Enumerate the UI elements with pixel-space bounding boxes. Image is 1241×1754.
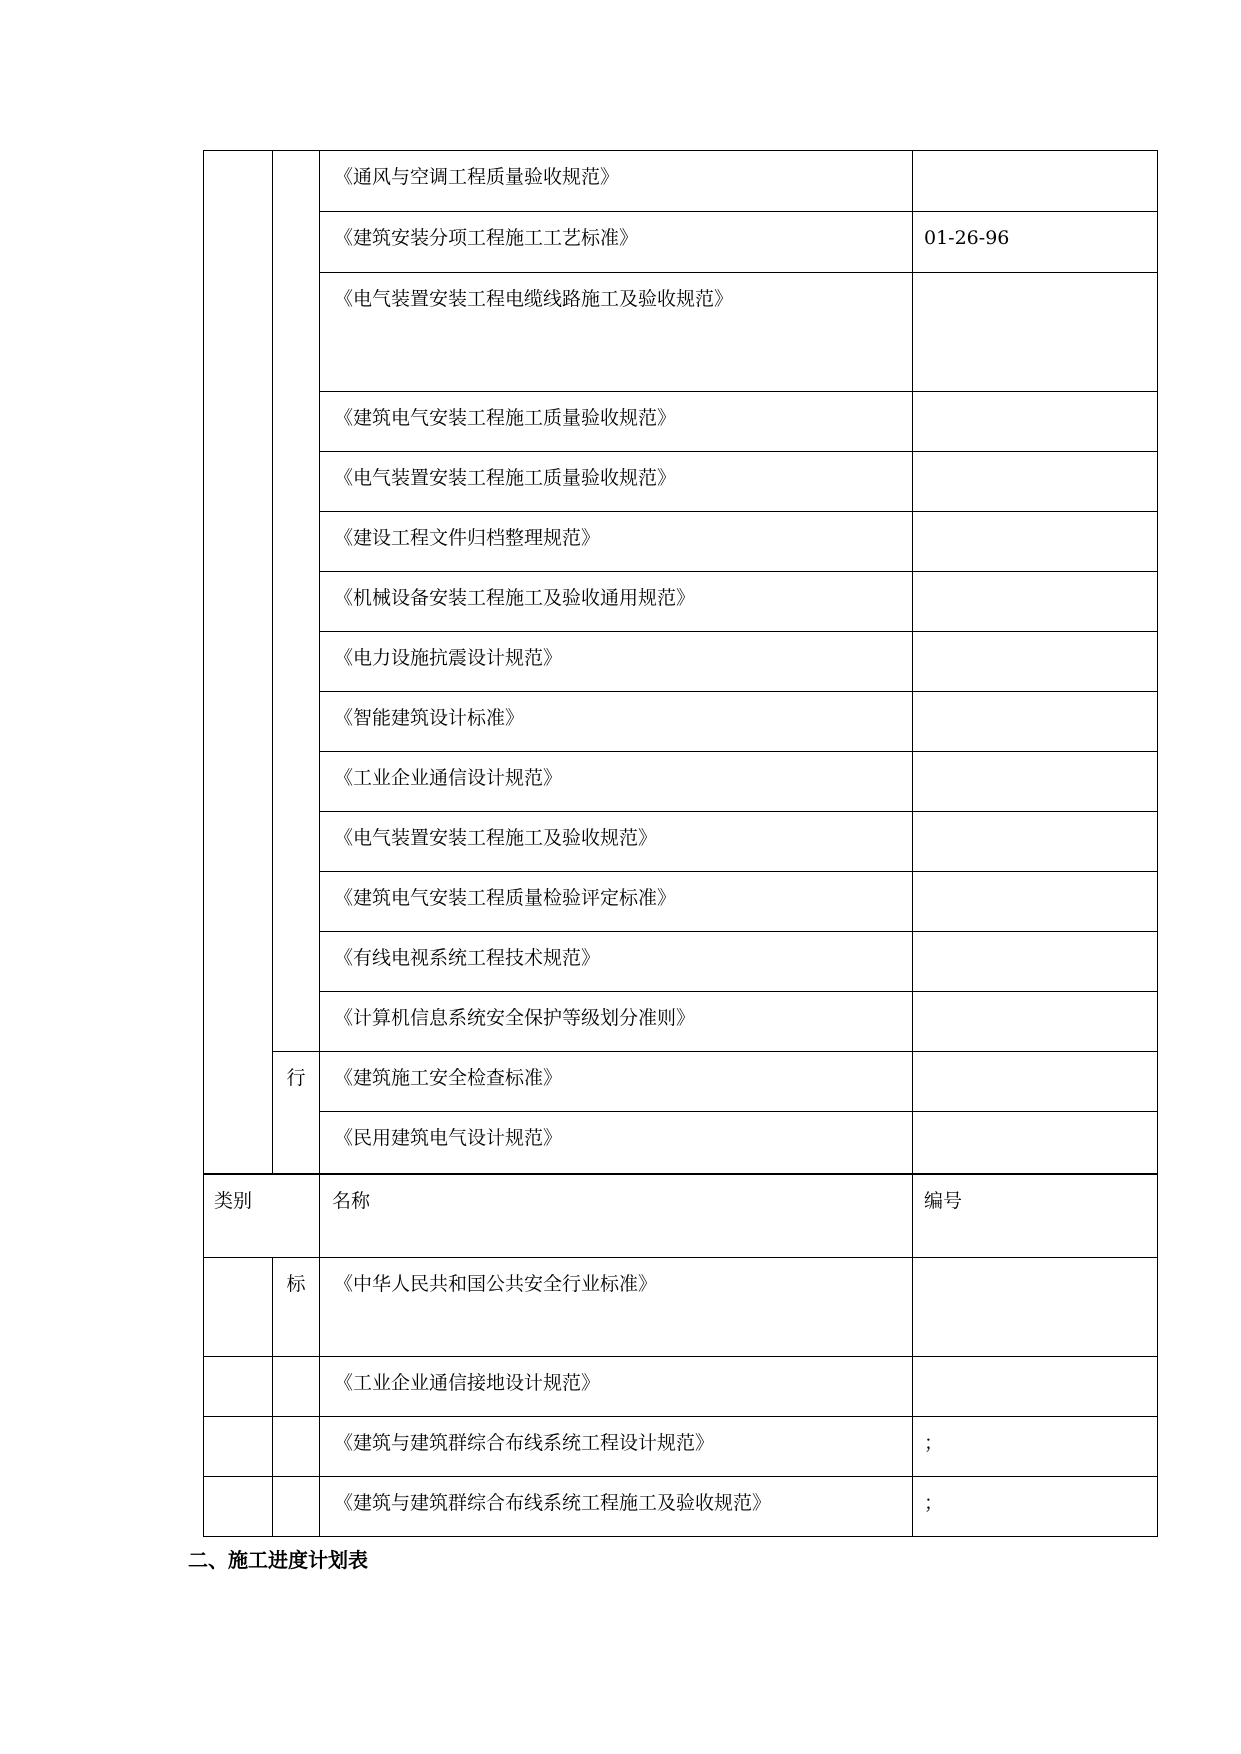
table-row <box>204 1052 1158 1112</box>
table-header-row <box>204 1174 1158 1258</box>
table-row <box>204 212 1158 273</box>
standard-code-cell <box>913 273 1158 392</box>
standard-name-cell: 《通风与空调工程质量验收规范》 <box>320 151 913 212</box>
table-row <box>204 392 1158 452</box>
subcategory-cell <box>273 992 320 1052</box>
standard-name-cell: 《建筑电气安装工程施工质量验收规范》 <box>320 392 913 452</box>
standard-code-cell: ； <box>913 1417 1158 1477</box>
standard-name-cell: 《电气装置安装工程施工及验收规范》 <box>320 812 913 872</box>
table-row <box>204 632 1158 692</box>
subcategory-cell <box>273 151 320 212</box>
subcategory-cell <box>273 812 320 872</box>
standard-name-cell: 《电气装置安装工程电缆线路施工及验收规范》 <box>320 273 913 392</box>
table-row <box>204 872 1158 932</box>
table-row <box>204 1417 1158 1477</box>
subcategory-cell <box>273 273 320 392</box>
subcategory-cell <box>273 212 320 273</box>
table-row <box>204 752 1158 812</box>
table-row <box>204 992 1158 1052</box>
category-cell <box>204 1357 273 1417</box>
standard-name-cell: 《建筑安装分项工程施工工艺标准》 <box>320 212 913 273</box>
table-row <box>204 273 1158 392</box>
table-row <box>204 512 1158 572</box>
standard-name-cell: 《建筑电气安装工程质量检验评定标准》 <box>320 872 913 932</box>
code-header: 编号 <box>913 1174 1158 1258</box>
standard-code-cell <box>913 1052 1158 1112</box>
standard-code-cell <box>913 692 1158 752</box>
standard-code-cell <box>913 1258 1158 1357</box>
subcategory-cell <box>273 572 320 632</box>
category-cell <box>204 1477 273 1537</box>
standard-code-cell <box>913 932 1158 992</box>
table-row <box>204 692 1158 752</box>
standard-name-cell: 《建设工程文件归档整理规范》 <box>320 512 913 572</box>
standard-name-cell: 《建筑与建筑群综合布线系统工程设计规范》 <box>320 1417 913 1477</box>
table-row <box>204 1258 1158 1357</box>
standard-name-cell: 《建筑施工安全检查标准》 <box>320 1052 913 1112</box>
standard-name-cell: 《有线电视系统工程技术规范》 <box>320 932 913 992</box>
category-header: 类别 <box>204 1174 320 1258</box>
subcategory-cell <box>273 632 320 692</box>
subcategory-cell: 行 <box>273 1052 320 1112</box>
subcategory-cell <box>273 872 320 932</box>
table-row <box>204 151 1158 212</box>
subcategory-cell: 标 <box>273 1258 320 1357</box>
standard-name-cell: 《计算机信息系统安全保护等级划分准则》 <box>320 992 913 1052</box>
standard-name-cell: 《工业企业通信设计规范》 <box>320 752 913 812</box>
standard-code-cell <box>913 992 1158 1052</box>
subcategory-cell <box>273 692 320 752</box>
subcategory-cell <box>273 1357 320 1417</box>
standard-code-cell <box>913 392 1158 452</box>
standard-name-cell: 《智能建筑设计标准》 <box>320 692 913 752</box>
standard-name-cell: 《机械设备安装工程施工及验收通用规范》 <box>320 572 913 632</box>
table-row <box>204 1357 1158 1417</box>
standard-code-cell <box>913 752 1158 812</box>
subcategory-cell <box>273 1417 320 1477</box>
table-row <box>204 932 1158 992</box>
standard-code-cell <box>913 632 1158 692</box>
section-heading: 二、施工进度计划表 <box>188 1548 368 1572</box>
standard-code-cell <box>913 151 1158 212</box>
standard-code-cell <box>913 812 1158 872</box>
table-row <box>204 1112 1158 1174</box>
table-row <box>204 1477 1158 1537</box>
category-cell <box>204 1258 273 1357</box>
standard-name-cell: 《电气装置安装工程施工质量验收规范》 <box>320 452 913 512</box>
standard-name-cell: 《民用建筑电气设计规范》 <box>320 1112 913 1174</box>
standard-name-cell: 《工业企业通信接地设计规范》 <box>320 1357 913 1417</box>
subcategory-cell <box>273 512 320 572</box>
standard-code-cell <box>913 452 1158 512</box>
subcategory-cell <box>273 1112 320 1174</box>
name-header: 名称 <box>320 1174 913 1258</box>
standard-name-cell: 《建筑与建筑群综合布线系统工程施工及验收规范》 <box>320 1477 913 1537</box>
subcategory-cell <box>273 452 320 512</box>
table-row <box>204 812 1158 872</box>
category-cell <box>204 151 273 1174</box>
standards-table <box>203 150 1158 1537</box>
standard-code-cell: 01-26-96 <box>913 212 1158 273</box>
standard-name-cell: 《中华人民共和国公共安全行业标准》 <box>320 1258 913 1357</box>
standard-code-cell <box>913 512 1158 572</box>
category-cell <box>204 1417 273 1477</box>
standard-code-cell <box>913 1357 1158 1417</box>
subcategory-cell <box>273 392 320 452</box>
standard-code-cell <box>913 1112 1158 1174</box>
standard-code-cell <box>913 572 1158 632</box>
table-row <box>204 572 1158 632</box>
standard-code-cell <box>913 872 1158 932</box>
standard-name-cell: 《电力设施抗震设计规范》 <box>320 632 913 692</box>
subcategory-cell <box>273 932 320 992</box>
subcategory-cell <box>273 1477 320 1537</box>
table-row <box>204 452 1158 512</box>
subcategory-cell <box>273 752 320 812</box>
standard-code-cell: ； <box>913 1477 1158 1537</box>
